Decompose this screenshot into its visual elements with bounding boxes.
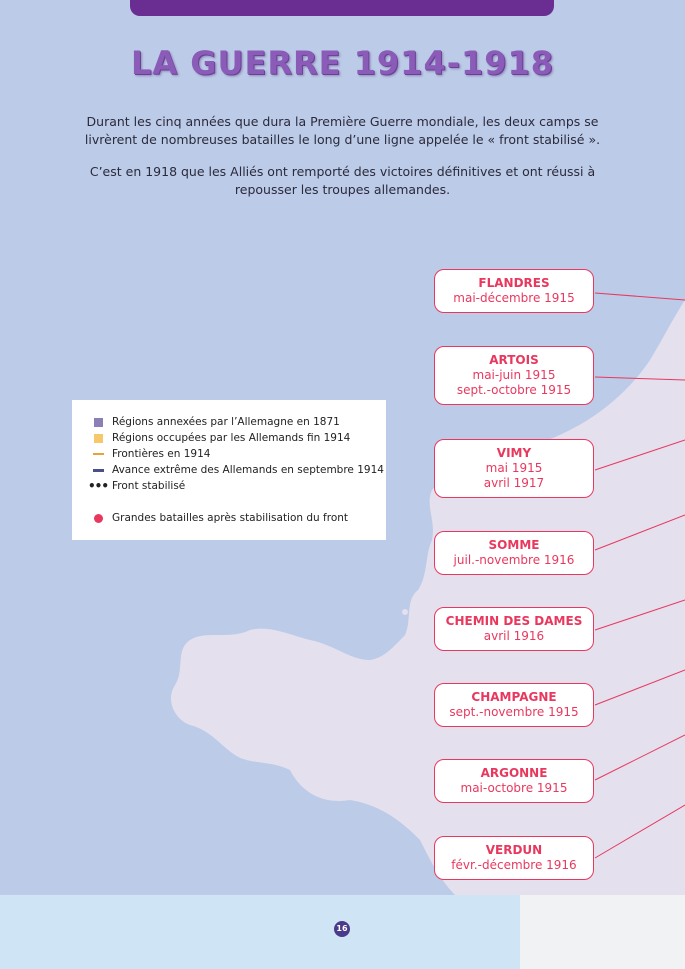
- legend-dot-icon: [94, 514, 103, 523]
- connector-flandres: [595, 293, 685, 300]
- battle-dates: mai-décembre 1915: [453, 291, 575, 305]
- battle-name: FLANDRES: [478, 276, 550, 290]
- legend-label: Régions occupées par les Allemands fin 1914: [112, 432, 351, 444]
- battle-flandres: [434, 269, 594, 313]
- battle-name: VERDUN: [485, 843, 543, 857]
- battle-dates: févr.-décembre 1916: [451, 858, 577, 872]
- legend-item-front: [88, 478, 386, 494]
- battle-dates: avril 1917: [483, 476, 545, 490]
- island: [402, 609, 408, 615]
- island: [416, 591, 424, 599]
- battle-dates: mai 1915: [485, 461, 543, 475]
- intro-paragraph-2: C’est en 1918 que les Alliés ont remporté des victoires définitives et ont réussi à repousser les troupes allemandes.: [89, 164, 596, 197]
- battle-verdun: [434, 836, 594, 880]
- legend-label: Front stabilisé: [112, 480, 186, 492]
- page-number: 16: [334, 921, 350, 937]
- legend-item-advance: [92, 462, 386, 478]
- battle-name: ARGONNE: [480, 766, 548, 780]
- legend-label: Frontières en 1914: [112, 448, 211, 460]
- legend-item-occupied: [92, 430, 386, 446]
- battle-artois: [434, 346, 594, 405]
- battle-dates: mai-juin 1915: [472, 368, 556, 382]
- battle-somme: [434, 531, 594, 575]
- legend-square-icon: [94, 418, 103, 427]
- bottom-right-panel: [520, 895, 685, 969]
- legend-label: Avance extrême des Allemands en septembre 1914: [112, 464, 384, 476]
- battle-name: CHAMPAGNE: [471, 690, 557, 704]
- legend-thick-line-icon: [93, 469, 104, 472]
- battle-dates: avril 1916: [483, 629, 545, 643]
- battle-name: ARTOIS: [489, 353, 539, 367]
- battle-dates: sept.-octobre 1915: [456, 383, 572, 397]
- battle-chemin-des-dames: [434, 607, 594, 651]
- battle-dates: sept.-novembre 1915: [449, 705, 579, 719]
- legend-line-icon: [93, 453, 104, 455]
- intro-paragraph-1: Durant les cinq années que dura la Première Guerre mondiale, les deux camps se livrèrent de nombreuses batailles le long d’une ligne appelée le « front stabilisé ».: [84, 114, 601, 147]
- battle-argonne: [434, 759, 594, 803]
- legend-item-battles: [92, 510, 386, 526]
- legend-square-icon: [94, 434, 103, 443]
- battle-vimy: [434, 439, 594, 498]
- battle-dates: juil.-novembre 1916: [453, 553, 575, 567]
- map-legend: [72, 400, 386, 540]
- battle-champagne: [434, 683, 594, 727]
- legend-item-borders: [92, 446, 386, 462]
- legend-label: Grandes batailles après stabilisation du front: [112, 512, 349, 524]
- land-mass: [171, 300, 685, 895]
- legend-dots-icon: •••: [88, 479, 109, 493]
- battle-name: SOMME: [488, 538, 540, 552]
- page-title: LA GUERRE 1914-1918: [130, 44, 555, 82]
- battle-name: VIMY: [496, 446, 532, 460]
- battle-dates: mai-octobre 1915: [460, 781, 568, 795]
- legend-item-annexed: [92, 414, 386, 430]
- battle-name: CHEMIN DES DAMES: [445, 614, 583, 628]
- legend-label: Régions annexées par l’Allemagne en 1871: [112, 416, 340, 428]
